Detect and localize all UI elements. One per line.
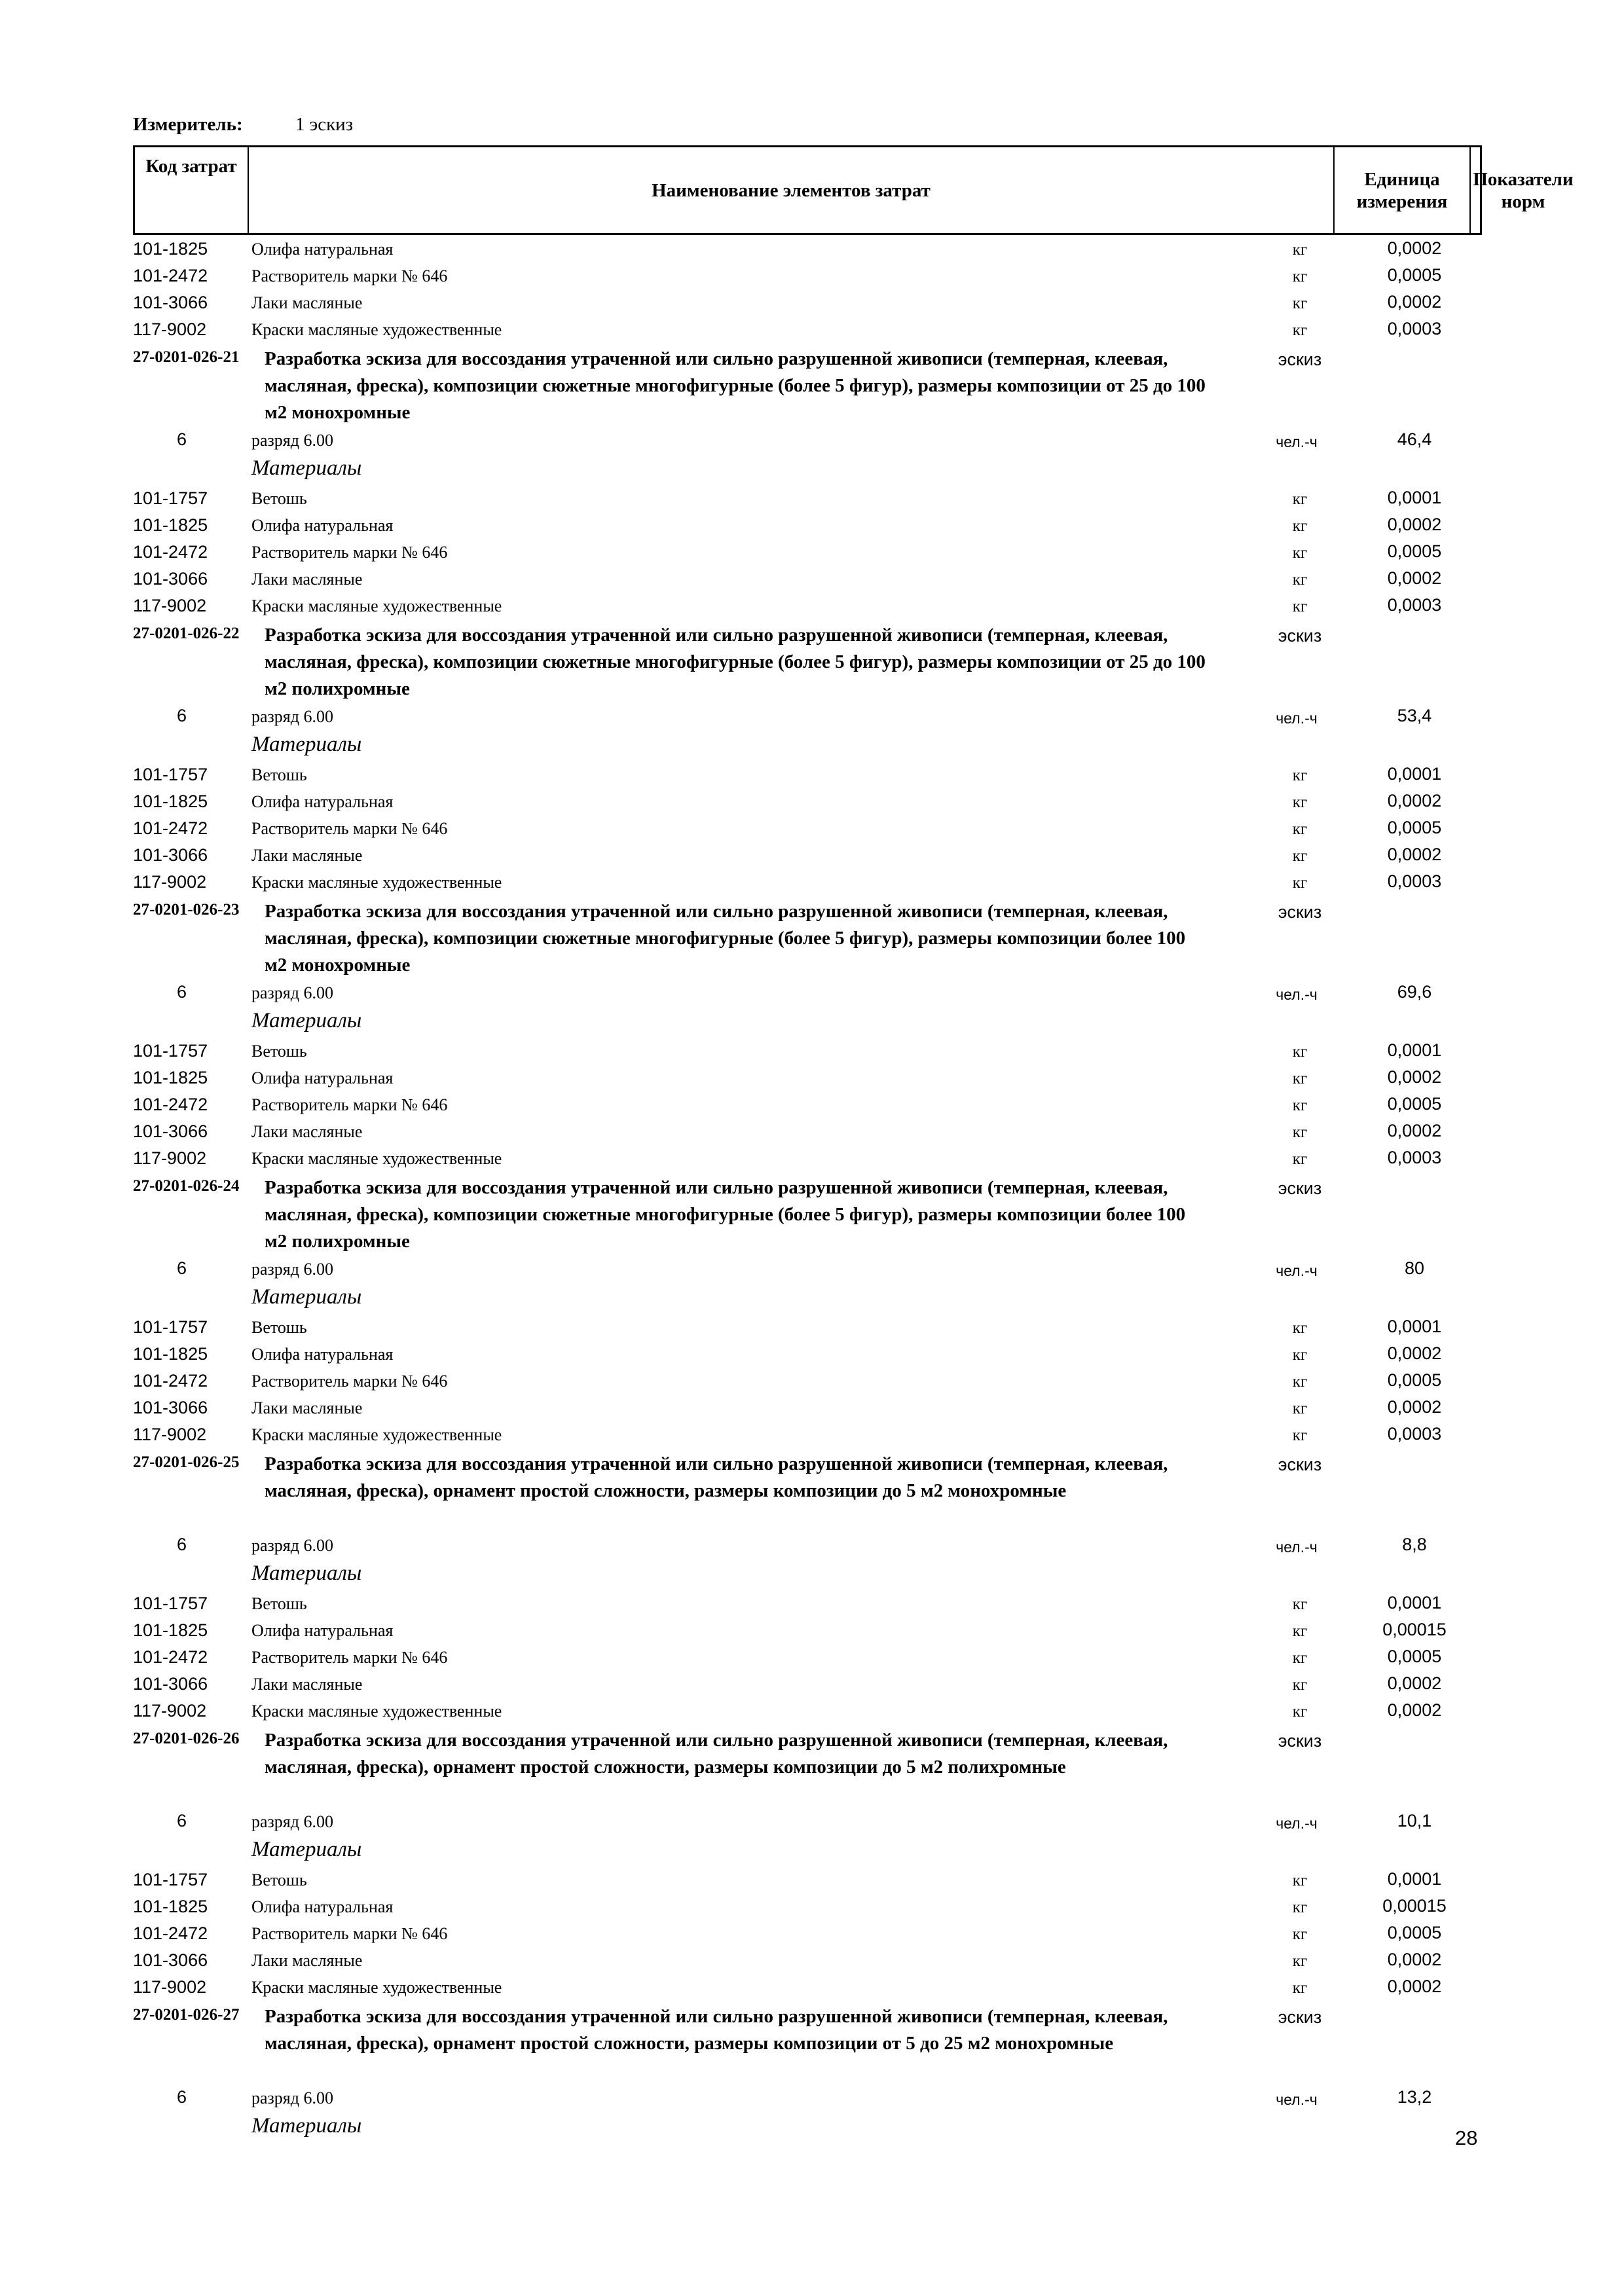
row-value: 0,0005 (1387, 541, 1442, 561)
row-unit: эскиз (1278, 1178, 1322, 1198)
table-row (0, 1947, 1624, 1974)
row-title: Разработка эскиза для воссоздания утраченной или сильно разрушенной живописи (темперная, клеевая, масляная, фреска), композиции сюжетные многофигурные (более 5 фигур), размеры композиции от 25 до 100 м2 полихромные (265, 625, 1206, 699)
table-header (133, 145, 1574, 235)
row-name: Краски масляные художественные (251, 1149, 502, 1168)
row-unit: кг (1292, 874, 1308, 892)
row-code: 101-1757 (133, 1870, 208, 1889)
materials-row (0, 1560, 1624, 1590)
table-row (0, 1644, 1624, 1671)
materials-row (0, 455, 1624, 485)
table-row (0, 842, 1624, 869)
section-header-row (0, 1448, 1624, 1531)
row-code: 117-9002 (133, 319, 207, 339)
row-name: Краски масляные художественные (251, 873, 502, 892)
row-title: Разработка эскиза для воссоздания утраченной или сильно разрушенной живописи (темперная, клеевая, масляная, фреска), композиции сюжетные многофигурные (более 5 фигур), размеры композиции более 100 м2 монохромные (265, 901, 1186, 975)
table-row (0, 236, 1624, 263)
row-value: 0,0002 (1387, 568, 1442, 588)
row-code: 101-1757 (133, 1317, 208, 1337)
row-code: 6 (177, 706, 187, 725)
row-name: разряд 6.00 (251, 983, 333, 1002)
row-name: Ветошь (251, 1042, 307, 1061)
row-value: 0,0002 (1387, 515, 1442, 534)
header-unit: Единица измерения (1335, 147, 1471, 233)
labor-row (0, 2083, 1624, 2113)
table-row (0, 1368, 1624, 1394)
table-row (0, 1065, 1624, 1091)
row-name: Лаки масляные (251, 1122, 363, 1141)
row-value: 0,0002 (1387, 1397, 1442, 1417)
row-value: 0,0002 (1387, 791, 1442, 811)
row-value: 0,0002 (1387, 845, 1442, 864)
table-row (0, 512, 1624, 539)
row-code: 101-3066 (133, 1121, 208, 1141)
row-value: 0,0002 (1387, 238, 1442, 258)
row-unit: кг (1292, 1925, 1308, 1943)
row-unit: кг (1292, 598, 1308, 615)
row-code: 101-3066 (133, 293, 208, 312)
row-code: 117-9002 (133, 872, 207, 892)
section-header-row (0, 1172, 1624, 1254)
row-code: 117-9002 (133, 596, 207, 615)
row-value: 0,0002 (1387, 1121, 1442, 1140)
row-value: 0,0001 (1387, 764, 1442, 784)
row-code: 101-2472 (133, 1371, 208, 1391)
section-header-row (0, 896, 1624, 978)
row-unit: чел.-ч (1276, 710, 1318, 727)
materials-label: Материалы (251, 1285, 362, 1309)
row-code: 27-0201-026-24 (133, 1177, 240, 1195)
row-name: Олифа натуральная (251, 1897, 394, 1916)
row-unit: кг (1292, 1872, 1308, 1889)
row-unit: кг (1292, 571, 1308, 589)
table-row (0, 1698, 1624, 1724)
labor-row (0, 702, 1624, 731)
row-code: 27-0201-026-21 (133, 348, 240, 366)
section-header-row (0, 619, 1624, 702)
row-code: 101-1757 (133, 765, 208, 784)
table-row (0, 485, 1624, 512)
row-value: 8,8 (1402, 1535, 1427, 1554)
page-number: 28 (1455, 2126, 1478, 2149)
materials-row (0, 2113, 1624, 2143)
row-code: 27-0201-026-26 (133, 1730, 240, 1747)
row-name: разряд 6.00 (251, 431, 333, 450)
materials-row (0, 1284, 1624, 1314)
row-value: 0,0003 (1387, 1148, 1442, 1167)
row-unit: кг (1292, 1346, 1308, 1364)
row-code: 101-1757 (133, 488, 208, 508)
row-unit: эскиз (1278, 2007, 1322, 2027)
row-code: 101-3066 (133, 1674, 208, 1694)
row-code: 101-3066 (133, 845, 208, 865)
row-unit: кг (1292, 1622, 1308, 1640)
labor-row (0, 1807, 1624, 1836)
row-value: 0,0001 (1387, 1869, 1442, 1889)
table-row (0, 1038, 1624, 1065)
row-name: разряд 6.00 (251, 707, 333, 726)
row-name: Ветошь (251, 1870, 307, 1889)
table-row (0, 1394, 1624, 1421)
row-value: 0,0001 (1387, 1317, 1442, 1336)
row-code: 101-2472 (133, 1647, 208, 1667)
row-unit: кг (1292, 1373, 1308, 1391)
materials-label: Материалы (251, 733, 362, 756)
row-name: Лаки масляные (251, 846, 363, 865)
row-title: Разработка эскиза для воссоздания утраченной или сильно разрушенной живописи (темперная, клеевая, масляная, фреска), орнамент простой сложности, размеры композиции от 5 до 25 м2 монохромные (265, 2006, 1168, 2054)
row-title: Разработка эскиза для воссоздания утраченной или сильно разрушенной живописи (темперная, клеевая, масляная, фреска), композиции сюжетные многофигурные (более 5 фигур), размеры композиции от 25 до 100 м2 монохромные (265, 348, 1206, 423)
row-unit: чел.-ч (1276, 986, 1318, 1003)
row-code: 6 (177, 1535, 187, 1554)
row-value: 0,0003 (1387, 871, 1442, 891)
table-row (0, 539, 1624, 566)
materials-label: Материалы (251, 1838, 362, 1861)
row-value: 0,0001 (1387, 488, 1442, 507)
row-value: 0,0002 (1387, 1950, 1442, 1969)
row-name: Краски масляные художественные (251, 1702, 502, 1721)
row-unit: эскиз (1278, 350, 1322, 369)
row-unit: кг (1292, 1649, 1308, 1667)
labor-row (0, 426, 1624, 455)
materials-row (0, 1836, 1624, 1867)
row-name: Олифа натуральная (251, 1621, 394, 1640)
row-value: 69,6 (1397, 982, 1432, 1002)
row-value: 0,00015 (1382, 1620, 1447, 1639)
row-code: 101-3066 (133, 569, 208, 589)
measure-label: Измеритель: (133, 114, 243, 135)
row-name: Ветошь (251, 1594, 307, 1613)
materials-label: Материалы (251, 1561, 362, 1585)
row-name: Лаки масляные (251, 1675, 363, 1694)
row-name: Растворитель марки № 646 (251, 1924, 448, 1943)
row-value: 0,0005 (1387, 1370, 1442, 1390)
table-row (0, 592, 1624, 619)
row-code: 27-0201-026-23 (133, 901, 240, 919)
labor-row (0, 978, 1624, 1008)
row-code: 117-9002 (133, 1148, 207, 1168)
row-code: 101-2472 (133, 542, 208, 562)
row-unit: чел.-ч (1276, 1262, 1318, 1279)
row-name: Краски масляные художественные (251, 320, 502, 339)
row-unit: кг (1292, 1043, 1308, 1061)
row-unit: эскиз (1278, 1455, 1322, 1474)
section-header-row (0, 2001, 1624, 2083)
row-code: 6 (177, 2087, 187, 2107)
row-name: Ветошь (251, 489, 307, 508)
row-unit: кг (1292, 793, 1308, 811)
row-name: Краски масляные художественные (251, 596, 502, 615)
row-code: 101-1825 (133, 1344, 208, 1364)
row-name: Лаки масляные (251, 293, 363, 312)
row-value: 0,0001 (1387, 1593, 1442, 1613)
row-unit: кг (1292, 1070, 1308, 1087)
row-name: Олифа натуральная (251, 1068, 394, 1087)
labor-row (0, 1254, 1624, 1284)
table-row (0, 263, 1624, 289)
row-unit: кг (1292, 1979, 1308, 1997)
row-code: 101-1825 (133, 1068, 208, 1087)
row-unit: кг (1292, 241, 1308, 259)
row-code: 27-0201-026-25 (133, 1453, 240, 1471)
row-unit: кг (1292, 1150, 1308, 1168)
table-row (0, 1341, 1624, 1368)
row-unit: эскиз (1278, 902, 1322, 922)
row-unit: кг (1292, 268, 1308, 285)
row-code: 6 (177, 982, 187, 1002)
row-unit: кг (1292, 544, 1308, 562)
header-code: Код затрат (135, 147, 249, 233)
row-value: 0,0003 (1387, 319, 1442, 338)
row-unit: кг (1292, 1427, 1308, 1444)
row-value: 0,0005 (1387, 265, 1442, 285)
row-name: Олифа натуральная (251, 240, 394, 259)
table-row (0, 566, 1624, 592)
row-unit: чел.-ч (1276, 1815, 1318, 1832)
table-row (0, 1590, 1624, 1617)
row-unit: чел.-ч (1276, 433, 1318, 450)
table-row (0, 316, 1624, 343)
row-value: 0,0005 (1387, 1647, 1442, 1666)
table-row (0, 815, 1624, 842)
row-value: 13,2 (1397, 2087, 1432, 2107)
materials-label: Материалы (251, 2114, 362, 2138)
row-unit: кг (1292, 1703, 1308, 1721)
row-value: 0,0002 (1387, 1673, 1442, 1693)
row-code: 27-0201-026-22 (133, 625, 240, 642)
row-code: 27-0201-026-27 (133, 2006, 240, 2024)
row-code: 6 (177, 429, 187, 449)
row-unit: чел.-ч (1276, 2091, 1318, 2108)
row-value: 0,0002 (1387, 1700, 1442, 1720)
header-value: Показатели норм (1473, 168, 1574, 212)
row-unit: кг (1292, 820, 1308, 838)
row-code: 101-2472 (133, 1095, 208, 1114)
row-value: 53,4 (1397, 706, 1432, 725)
row-unit: кг (1292, 295, 1308, 312)
row-name: Ветошь (251, 1318, 307, 1337)
row-code: 117-9002 (133, 1425, 207, 1444)
row-name: разряд 6.00 (251, 1260, 333, 1279)
measure-line (133, 113, 353, 136)
row-title: Разработка эскиза для воссоздания утраченной или сильно разрушенной живописи (темперная, клеевая, масляная, фреска), орнамент простой сложности, размеры композиции до 5 м2 полихромные (265, 1730, 1168, 1777)
row-title: Разработка эскиза для воссоздания утраченной или сильно разрушенной живописи (темперная, клеевая, масляная, фреска), орнамент простой сложности, размеры композиции до 5 м2 монохромные (265, 1453, 1168, 1501)
row-name: Растворитель марки № 646 (251, 1095, 448, 1114)
row-name: Лаки масляные (251, 1951, 363, 1970)
row-value: 0,0005 (1387, 1094, 1442, 1114)
row-name: Лаки масляные (251, 1398, 363, 1417)
row-unit: эскиз (1278, 626, 1322, 646)
table-body (0, 236, 1624, 2143)
table-row (0, 1920, 1624, 1947)
row-name: Растворитель марки № 646 (251, 1648, 448, 1667)
row-code: 117-9002 (133, 1977, 207, 1997)
measure-value: 1 эскиз (295, 114, 354, 135)
row-name: Краски масляные художественные (251, 1425, 502, 1444)
row-code: 101-2472 (133, 1923, 208, 1943)
row-unit: кг (1292, 1595, 1308, 1613)
row-name: Олифа натуральная (251, 516, 394, 535)
row-name: Олифа натуральная (251, 792, 394, 811)
row-name: Растворитель марки № 646 (251, 266, 448, 285)
row-unit: кг (1292, 1899, 1308, 1916)
row-value: 46,4 (1397, 429, 1432, 449)
row-name: Растворитель марки № 646 (251, 819, 448, 838)
row-code: 6 (177, 1258, 187, 1278)
row-code: 6 (177, 1811, 187, 1831)
row-unit: чел.-ч (1276, 1539, 1318, 1556)
table-row (0, 1421, 1624, 1448)
table-row (0, 1893, 1624, 1920)
row-code: 101-1757 (133, 1594, 208, 1613)
row-code: 101-2472 (133, 266, 208, 285)
row-value: 0,0002 (1387, 292, 1442, 312)
row-value: 0,0002 (1387, 1977, 1442, 1996)
row-unit: эскиз (1278, 1731, 1322, 1751)
header-name: Наименование элементов затрат (249, 147, 1335, 233)
row-name: разряд 6.00 (251, 1812, 333, 1831)
row-name: Растворитель марки № 646 (251, 543, 448, 562)
row-name: Ветошь (251, 765, 307, 784)
row-value: 80 (1404, 1258, 1425, 1278)
materials-label: Материалы (251, 456, 362, 480)
table-row (0, 1671, 1624, 1698)
table-row (0, 788, 1624, 815)
row-name: Растворитель марки № 646 (251, 1372, 448, 1391)
row-code: 101-1825 (133, 515, 208, 535)
row-unit: кг (1292, 321, 1308, 339)
table-row (0, 1118, 1624, 1145)
row-unit: кг (1292, 767, 1308, 784)
row-unit: кг (1292, 1097, 1308, 1114)
row-name: разряд 6.00 (251, 2088, 333, 2107)
row-code: 101-1825 (133, 239, 208, 259)
section-header-row (0, 1724, 1624, 1807)
row-value: 0,00015 (1382, 1896, 1447, 1916)
materials-label: Материалы (251, 1009, 362, 1032)
table-row (0, 761, 1624, 788)
materials-row (0, 1008, 1624, 1038)
table-row (0, 1617, 1624, 1644)
table-row (0, 1091, 1624, 1118)
row-unit: кг (1292, 490, 1308, 508)
table-row (0, 1145, 1624, 1172)
table-row (0, 1867, 1624, 1893)
row-unit: кг (1292, 1123, 1308, 1141)
row-value: 0,0005 (1387, 818, 1442, 837)
row-unit: кг (1292, 1400, 1308, 1417)
labor-row (0, 1531, 1624, 1560)
table-row (0, 289, 1624, 316)
section-header-row (0, 343, 1624, 426)
row-unit: кг (1292, 1952, 1308, 1970)
row-value: 0,0003 (1387, 1424, 1442, 1444)
row-unit: кг (1292, 1319, 1308, 1337)
row-code: 101-2472 (133, 818, 208, 838)
row-name: Олифа натуральная (251, 1345, 394, 1364)
row-code: 101-1757 (133, 1041, 208, 1061)
row-unit: кг (1292, 847, 1308, 865)
row-value: 0,0003 (1387, 595, 1442, 615)
row-value: 0,0005 (1387, 1923, 1442, 1942)
row-code: 101-1825 (133, 1897, 208, 1916)
row-title: Разработка эскиза для воссоздания утраченной или сильно разрушенной живописи (темперная, клеевая, масляная, фреска), композиции сюжетные многофигурные (более 5 фигур), размеры композиции более 100 м2 полихромные (265, 1177, 1186, 1252)
materials-row (0, 731, 1624, 761)
row-code: 101-1825 (133, 1620, 208, 1640)
row-value: 0,0002 (1387, 1067, 1442, 1087)
row-name: Лаки масляные (251, 570, 363, 589)
table-row (0, 1314, 1624, 1341)
table-row (0, 869, 1624, 896)
row-code: 101-3066 (133, 1950, 208, 1970)
row-value: 0,0001 (1387, 1040, 1442, 1060)
row-code: 101-1825 (133, 792, 208, 811)
table-row (0, 1974, 1624, 2001)
row-name: Краски масляные художественные (251, 1978, 502, 1997)
row-name: разряд 6.00 (251, 1536, 333, 1555)
row-value: 0,0002 (1387, 1343, 1442, 1363)
row-code: 117-9002 (133, 1701, 207, 1721)
row-value: 10,1 (1397, 1811, 1432, 1831)
row-unit: кг (1292, 1676, 1308, 1694)
row-code: 101-3066 (133, 1398, 208, 1417)
row-unit: кг (1292, 517, 1308, 535)
